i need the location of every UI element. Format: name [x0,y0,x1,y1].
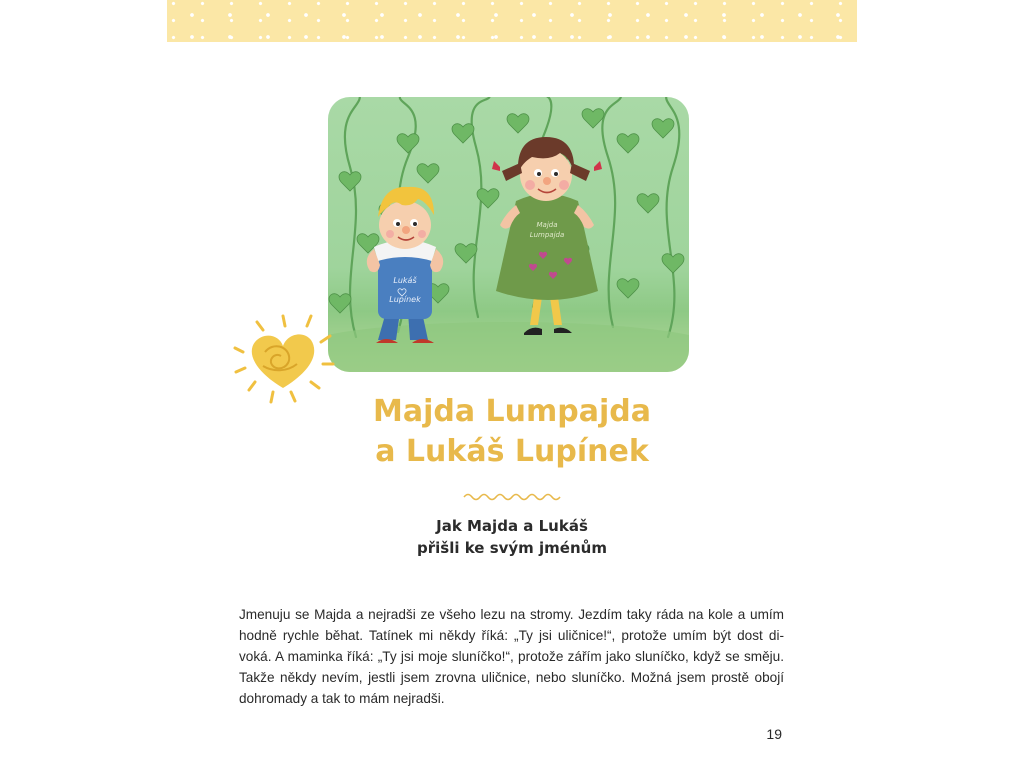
body-line-4: Takže někdy nevím, jestli jsem zrovna uličnice, nebo sluníčko. Možná jsem prostě obojí [239,670,784,685]
boy-figure [367,187,443,343]
chapter-subtitle-line-1: Jak Majda a Lukáš [436,517,588,535]
page-number: 19 [766,726,782,742]
body-line-3: voká. A maminka říká: „Ty jsi moje sluníčko!“, protože zářím jako sluníčko, když se směju. [239,649,784,664]
boy-shirt-text-2: Lupínek [389,295,421,304]
body-line-5: dohromady a tak to mám nejradši. [239,691,445,706]
girl-dress-text-1: Majda [536,221,558,229]
illustration-children [328,97,689,372]
chapter-title [300,392,724,472]
chapter-title-line-2: a Lukáš Lupínek [375,434,649,469]
decorative-top-band [167,0,857,42]
wavy-divider [462,491,562,503]
girl-figure [492,137,602,335]
chapter-title-line-1: Majda Lumpajda [373,394,651,429]
body-paragraph [239,604,784,709]
body-line-1: Jmenuju se Majda a nejradši ze všeho lezu na stromy. Jezdím taky ráda na kole a umím [239,607,784,622]
chapter-subtitle-line-2: přišli ke svým jménům [417,539,607,557]
body-line-2: hodně rychle běhat. Tatínek mi někdy říká: „Ty jsi uličnice!“, protože umím být dost di- [239,628,784,643]
chapter-subtitle [330,515,694,559]
girl-dress-text-2: Lumpajda [529,231,565,239]
boy-shirt-text-1: Lukáš [393,276,417,285]
